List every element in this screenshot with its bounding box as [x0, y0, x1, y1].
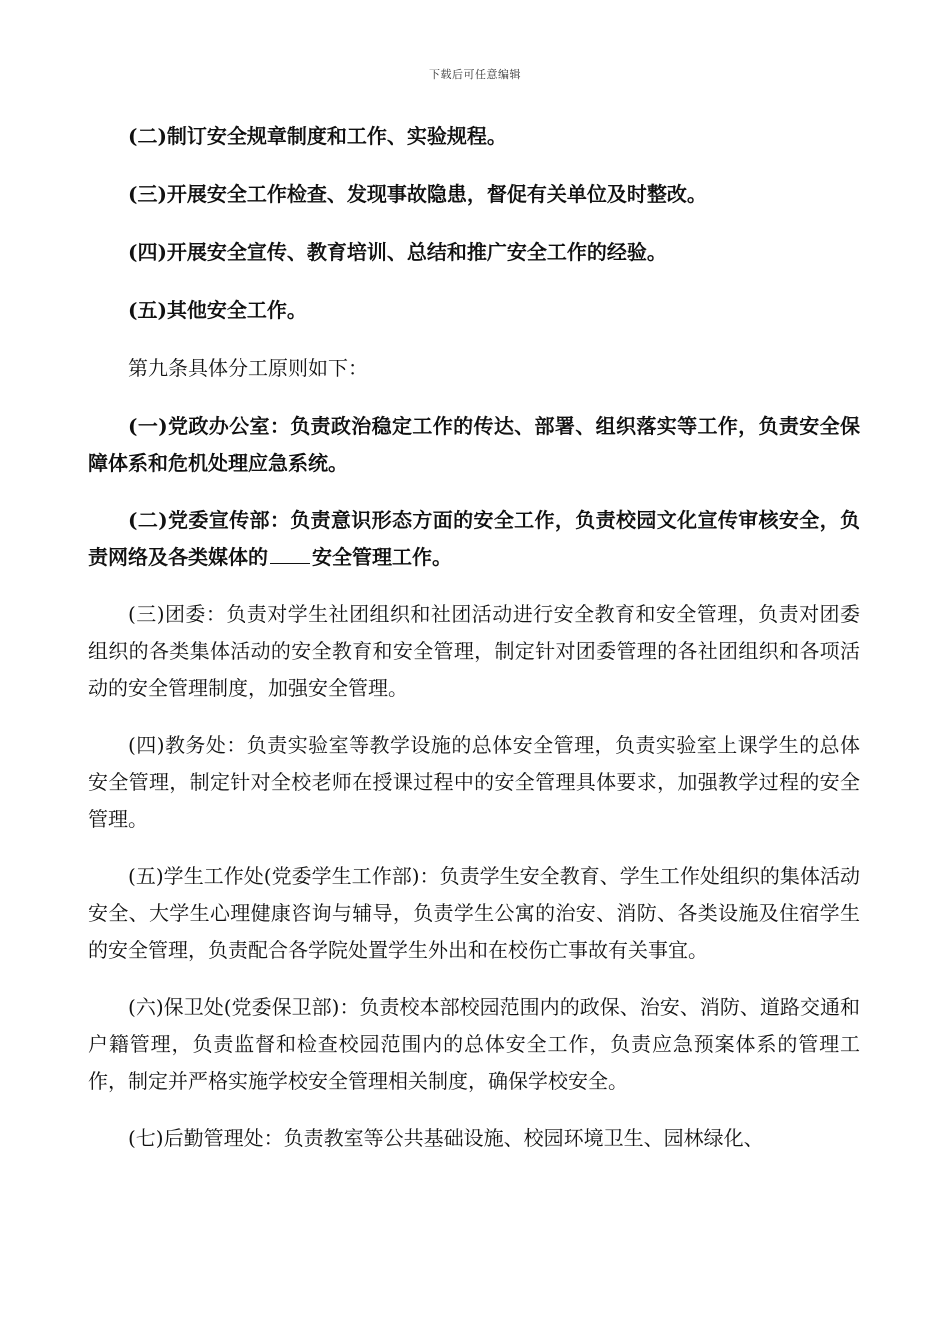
duty-party-office: (一)党政办公室：负责政治稳定工作的传达、部署、组织落实等工作，负责安全保障体系和危机处理应急系统。 — [88, 414, 860, 475]
duty-publicity-text-before: (二)党委宣传部：负责意识形态方面的安全工作，负责校园文化宣传审核安全，负责网络及各类媒体的 — [88, 508, 860, 569]
paragraph-5: (五)其他安全工作。 — [128, 298, 307, 322]
duty-security-office: (六)保卫处(党委保卫部)：负责校本部校园范围内的政保、治安、消防、道路交通和户籍管理，负责监督和检查校园范围内的总体安全工作，负责应急预案体系的管理工作，制定并严格实施学校安全管理相关制度，确保学校安全。 — [88, 995, 860, 1093]
duty-publicity-dept — [88, 502, 860, 576]
paragraph-4: (四)开展安全宣传、教育培训、总结和推广安全工作的经验。 — [128, 240, 667, 264]
page-header: 下载后可任意编辑 — [429, 68, 521, 81]
article-9-heading: 第九条具体分工原则如下： — [128, 356, 368, 380]
paragraph-2: (二)制订安全规章制度和工作、实验规程。 — [128, 124, 507, 148]
document-body — [88, 118, 860, 1177]
duty-student-affairs: (五)学生工作处(党委学生工作部)：负责学生安全教育、学生工作处组织的集体活动安全、大学生心理健康咨询与辅导，负责学生公寓的治安、消防、各类设施及住宿学生的安全管理，负责配合各学院处置学生外出和在校伤亡事故有关事宜。 — [88, 864, 860, 962]
duty-publicity-text-after: 安全管理工作。 — [312, 545, 452, 569]
duty-academic-affairs: (四)教务处：负责实验室等教学设施的总体安全管理，负责实验室上课学生的总体安全管理，制定针对全校老师在授课过程中的安全管理具体要求，加强教学过程的安全管理。 — [88, 733, 860, 831]
duty-logistics: (七)后勤管理处：负责教室等公共基础设施、校园环境卫生、园林绿化、 — [128, 1126, 764, 1150]
fill-in-blank — [270, 545, 310, 564]
duty-youth-league: (三)团委：负责对学生社团组织和社团活动进行安全教育和安全管理，负责对团委组织的各类集体活动的安全教育和安全管理，制定针对团委管理的各社团组织和各项活动的安全管理制度，加强安全管理。 — [88, 602, 860, 700]
paragraph-3: (三)开展安全工作检查、发现事故隐患，督促有关单位及时整改。 — [128, 182, 707, 206]
